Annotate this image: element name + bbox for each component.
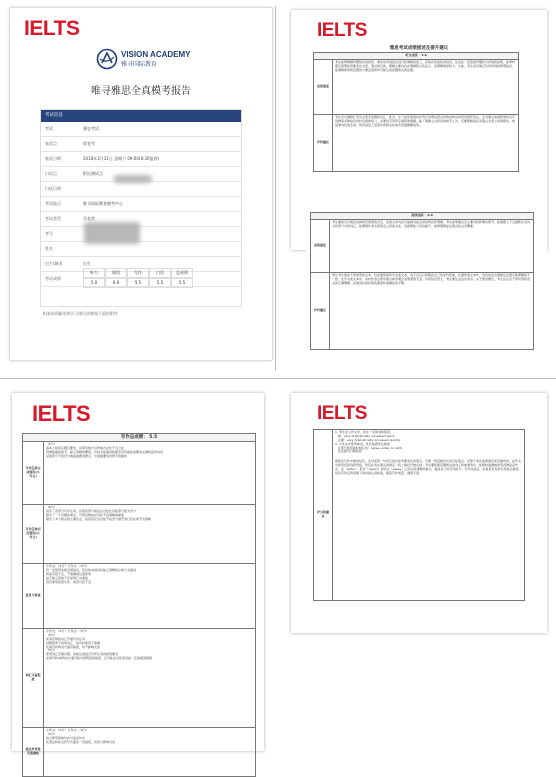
exam-info-header: 考试信息 <box>41 110 241 122</box>
writing-criterion-label: 语法多样性及准确性 <box>23 728 44 777</box>
exam-info-value: 出生 <box>83 261 91 266</box>
ielts-logo: IELTS <box>32 401 91 426</box>
writing-criterion-text: （5分） 基本上能回应题目要求，但某些地方写作格式存在不当之处 机械地描述细节，缺乏清晰的概述；有时未能提供数据支持所描述的图表关键特征和内容 呈现部分不能充分地涵盖图表要点；出现重要表述细节的倾向 <box>44 442 256 505</box>
score-header: 口语 <box>149 268 171 278</box>
score-value: 5.0 <box>83 278 105 288</box>
report-title: 唯寻雅思全真模考报告 <box>91 86 191 97</box>
exam-info-value: 徐老考 <box>83 141 95 146</box>
listening-table <box>313 52 519 172</box>
ielts-logo: IELTS <box>317 20 367 41</box>
exam-info-key: 口试点 <box>45 171 57 176</box>
exam-info-value: 唯寻国际教育模考中心 <box>83 201 123 206</box>
exam-info-row <box>41 242 241 257</box>
score-header: 写作 <box>127 268 149 278</box>
exam-info-row <box>41 122 241 137</box>
tip-item: 在部分使用的时候应该：agree, enter, to with <box>335 445 402 450</box>
exam-info-key: 考试类型 <box>45 216 61 221</box>
report-footnote: 具体成绩解读和学习建议请参阅下面的附件 <box>42 311 118 316</box>
writing-criterion-text: （6分） 回应了各部分写作任务，但某些部分的论证可能比其他部分更为充分 提出了一个切题的观点，尽管各种结论有时不甚清晰或重复 提出了多个相关的主要论点，但某些论点可能不能充分展开进行论证或不甚清晰 <box>44 505 256 564</box>
redacted-id <box>84 222 140 244</box>
exam-info-key: 考试成绩 <box>45 276 61 281</box>
writing-criterion-label: 写作任务回应情况(大作文) <box>23 505 44 564</box>
reading-adv-label: 评价建议 <box>311 272 330 349</box>
score-value: 5.5 <box>171 278 193 288</box>
reading-table <box>310 212 534 350</box>
writing-row <box>23 629 256 728</box>
exam-info-panel <box>40 109 242 307</box>
feedback-label: 评分和建议 <box>314 430 333 601</box>
exam-info-key: 笔试点 <box>45 141 57 146</box>
ielts-logo: IELTS <box>24 17 80 40</box>
exam-info-key: 考号 <box>45 231 53 236</box>
feedback-content <box>333 430 525 601</box>
score-value: 5.5 <box>149 278 171 288</box>
listening-adv: 考生可以继续扩充有关更多话题的词汇。此外，学习说话或演讲中用以表明其语言结构的构词常用词语和表达。应对通过电视新闻和有声读物等多种信息材料有规律练习，必要时可利用字幕帮助理解，除了理解主旨和具体细节之外，还要理解说话者观点态度之间的联系，或说事内容的走向。利用说话人话语中的相关性或背景推理解说等。 <box>333 114 519 171</box>
score-grid <box>83 268 193 288</box>
exam-info-row <box>41 197 241 212</box>
exam-info-key: 姓名 <box>45 246 53 251</box>
writing-header: 写作总成绩： 5.5 <box>22 433 256 441</box>
writing-criterion-text: 小作文：（6分）大作文：（6分） （6分） 综合使用简单句式与复杂句式 在语法和标点符号方面有一些错误，但很少影响交流 <box>44 728 256 777</box>
exam-info-row <box>41 152 241 167</box>
exam-info-row <box>41 182 241 197</box>
exam-info-value: 雅思考试 <box>83 126 99 131</box>
score-header: 总成绩 <box>171 268 193 278</box>
writing-criterion-label: 写作任务完成情况(小作文) <box>23 442 44 505</box>
report-page-4 <box>291 393 547 633</box>
exam-info-value: 学术类 <box>83 216 95 221</box>
tips-list <box>335 431 522 454</box>
tip-item: 如：very dramatically increased quick <box>335 433 395 438</box>
exam-info-row <box>41 137 241 152</box>
exam-info-key: 笔试日期 <box>45 156 61 161</box>
writing-criterion-label: 连贯与衔接 <box>23 564 44 629</box>
exam-info-key: 口试日期 <box>45 186 61 191</box>
exam-info-key: 考试 <box>45 126 53 131</box>
exam-info-key: 考试地点 <box>45 201 61 206</box>
page2-header: 雅思考试成绩描述及提升建议 <box>389 46 449 51</box>
writing-table <box>22 441 256 777</box>
redacted-name <box>114 175 152 183</box>
listening-desc: 考生能够理解听懂短时的常见、事实性听到信息进行较清晰初加工，获取并连续性的信息，注意在一定程度听懂较为详细的说明，能够听懂及简明述语要表达态度、观点和目的，理解主要内容并理解整合的意义，但理解难度较大。为此，考生会有效记住所听到的简明信息，能理解简单的话题的大概意思和听可联生的话题相关的话题。 <box>333 59 519 114</box>
score-value: 6.0 <box>105 278 127 288</box>
listening-adv-label: 评价建议 <box>314 114 333 171</box>
reading-desc: 考生通常可以阅读各种常见类型的文章，读类文本内容可能相对复杂但结构比较明确，考生能掌握文章主要内容和事实细节，能根据上下文推断生词词义和部分未知词汇，能理解作者态度观点之间的关系，但推理能力有待提升，能够理解复杂观点的文章概要。 <box>330 219 534 272</box>
score-header: 阅读 <box>105 268 127 278</box>
page-divider-vertical <box>275 6 276 371</box>
tip-item: 2. 大作文中使用单词，某些地图表达错误 <box>335 441 390 446</box>
score-value: 5.5 <box>127 278 149 288</box>
writing-row <box>23 505 256 564</box>
exam-info-row <box>41 227 241 242</box>
reading-desc-label: 成绩描述 <box>311 219 330 272</box>
listening-title: 听力成绩： 5.0 <box>314 53 519 60</box>
tip-item: 正确：very dramatically increased quickly <box>335 437 401 442</box>
report-page-3 <box>12 393 264 755</box>
writing-criterion-text: 小作文：（6分）大作文：（5分） （6分） 使用足够的词汇开展写作任务 试图使用不常用词汇，但有时使用不准确 在拼写和构词方面有错误，但不影响交流 （5分） 使用词汇范围有限，但能达到进行写作任务的最低要求 在拼写和/或构词方面可能出现明显的错误，且可能会对读者造成一定的阅读困难 <box>44 629 256 728</box>
listening-desc-label: 成绩描述 <box>314 59 333 114</box>
report-page-2b <box>306 208 546 374</box>
feedback-advice: 推荐在写作中提供信息，先试着用一句话总结出你所要表达的观点，开篇一段话就给出其目标观点。在整个表达看清楚论述范围内容，在作文中使用连接词和衔接，然后在表达观点的最后一段上做好归纳总结，考生要积累话题相关的词汇和地道表达；能够较准确地使用各种复杂句式，在（letter）、报告（report）和论文（essay）之间运用清晰的格式，提高自己的写作能力。写作完成后，检查是否有拼写和语法错误，每次写作后利用剩下的时间认真检查，提高写作质量，确保无误。 <box>335 459 522 476</box>
academy-name-cn: 雅寻国际教育 <box>121 61 158 68</box>
writing-criterion-label: 词汇丰富程度 <box>23 629 44 728</box>
tip-item: 1. 考生在小作文中，存在一定单词拼错误。 <box>335 430 393 434</box>
writing-row <box>23 442 256 505</box>
ielts-logo: IELTS <box>317 403 367 424</box>
writing-criterion-text: 小作文：（5分）大作文：（5分） 有一定组织性地呈现信息，但总体来说有时缺乏清晰的总体行文推进 衔接手段不足，不准确或过度使用 由于缺乏替换不足显得行文重复 没有使用段落写作，或者分段不足 <box>44 564 256 629</box>
exam-info-fields <box>41 122 241 287</box>
exam-info-value: 附近测试点 <box>83 171 103 176</box>
vision-academy-icon <box>96 48 118 70</box>
writing-row <box>23 564 256 629</box>
reading-adv: 建议考生阅读不同类型的文本，包括通用类和学术类文本，词不宜仅仅局限在自己的学科领域，在通用类文本中，内容常会出现相应位置可能理解的不一致；在学术类文本中，有时作者会使用观点或者观点表明观察无需，有时信息很大，考生要注意这些差异。关于图表题目，考生应注意不同句型和语法的正确理解，在阅读时保持阅读速度和准确性的平衡。 <box>330 272 534 349</box>
feedback-table <box>313 429 525 601</box>
page-divider-horizontal <box>0 378 556 379</box>
reading-title: 阅读成绩： 6.0 <box>311 213 534 220</box>
score-header: 听力 <box>83 268 105 278</box>
tip-item: 注意最可以避免的 <box>335 449 362 454</box>
exam-info-value: 2018年3月31日 星期六 09:00(8:30报到) <box>83 156 159 161</box>
vision-academy-logo <box>96 48 191 70</box>
exam-info-row <box>41 212 241 227</box>
writing-row <box>23 728 256 777</box>
academy-name-en: VISION ACADEMY <box>121 50 191 59</box>
report-page-1 <box>10 8 272 360</box>
exam-info-key: 出生/城市 <box>45 261 63 266</box>
